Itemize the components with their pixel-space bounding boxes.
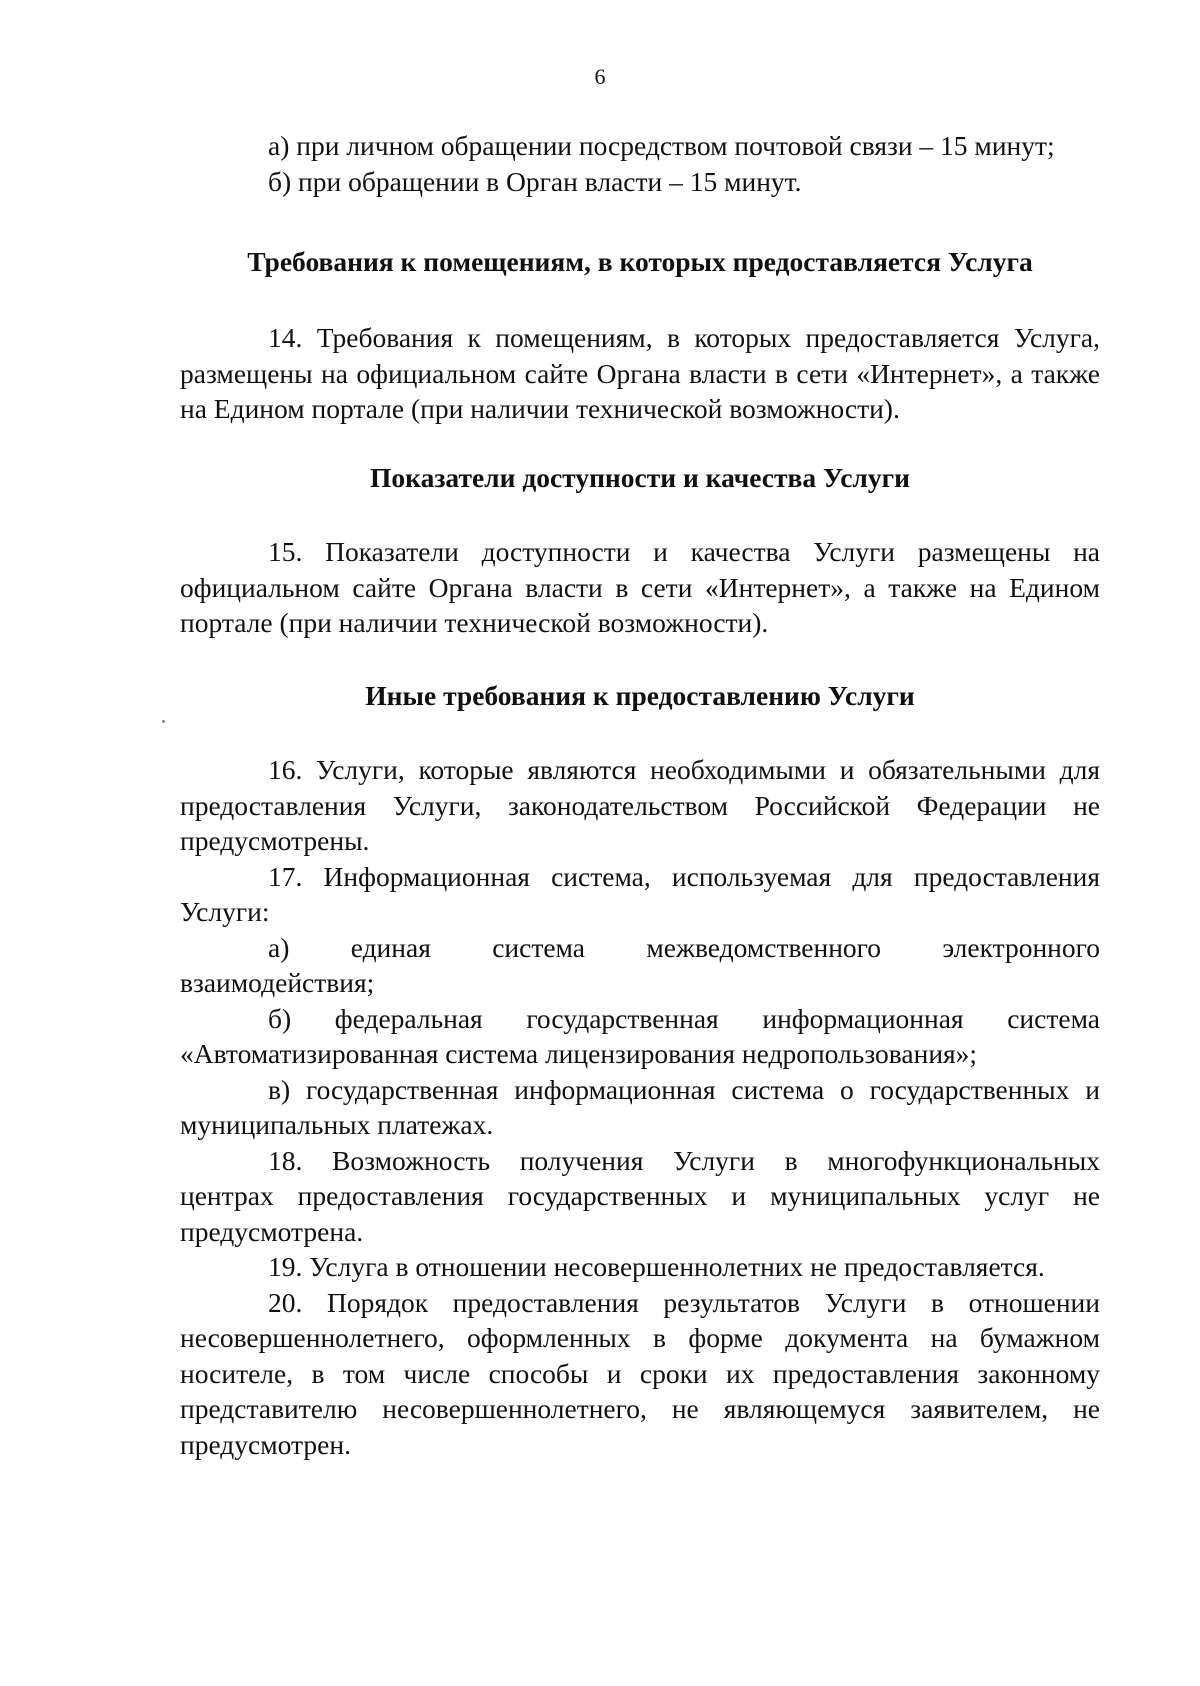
paragraph-17a-line: а) единая система межведомственного электронного: [268, 931, 1100, 963]
paragraph-18-line: 18. Возможность получения Услуги в многофункциональных: [268, 1144, 1100, 1176]
paragraph-20-line: носителе, в том числе способы и сроки их предоставления законному: [180, 1357, 1100, 1389]
paragraph-17-line: 17. Информационная система, используемая для предоставления: [268, 860, 1100, 892]
paragraph-14: [180, 320, 1100, 427]
paragraph-15-line: портале (при наличии технической возможности).: [180, 607, 769, 638]
section-heading-premises: Требования к помещениям, в которых предоставляется Услуга: [247, 246, 1033, 277]
intro-block: [180, 128, 1100, 199]
paragraph-20-line: 20. Порядок предоставления результатов Услуги в отношении: [268, 1286, 1100, 1318]
section-heading-other-requirements: Иные требования к предоставлению Услуги: [365, 680, 915, 711]
paragraph-20-line: несовершеннолетнего, оформленных в форме документа на бумажном: [180, 1322, 1100, 1353]
paragraph-15-line: официальном сайте Органа власти в сети «Интернет», а также на Едином: [180, 571, 1100, 603]
scan-speck: [162, 720, 165, 723]
paragraph-16-line: 16. Услуги, которые являются необходимыми и обязательными для: [268, 754, 1100, 785]
intro-line-a: а) при личном обращении посредством почтовой связи – 15 минут;: [268, 130, 1055, 161]
paragraph-17v-line: в) государственная информационная система о государственных и: [268, 1073, 1100, 1105]
paragraph-18-line: предусмотрена.: [180, 1215, 364, 1247]
paragraph-14-line: на Едином портале (при наличии технической возможности).: [180, 393, 900, 424]
paragraph-17-line: Услуги:: [180, 896, 270, 927]
paragraph-14-line: 14. Требования к помещениям, в которых предоставляется Услуга,: [268, 322, 1100, 353]
paragraph-19-line: 19. Услуга в отношении несовершеннолетних не предоставляется.: [268, 1251, 1045, 1282]
paragraph-16-line: предусмотрены.: [180, 825, 370, 856]
section3-body: [180, 752, 1100, 1462]
paragraph-17v-line: муниципальных платежах.: [180, 1109, 494, 1140]
section-heading-indicators: Показатели доступности и качества Услуги: [370, 462, 910, 493]
page-number: 6: [594, 64, 606, 89]
paragraph-17b-line: «Автоматизированная система лицензирования недропользования»;: [180, 1038, 978, 1069]
paragraph-20-line: представителю несовершеннолетнего, не являющемуся заявителем, не: [180, 1393, 1100, 1424]
paragraph-18-line: центрах предоставления государственных и муниципальных услуг не: [180, 1180, 1100, 1211]
paragraph-15: [180, 534, 1100, 641]
paragraph-17b-line: б) федеральная государственная информационная система: [268, 1002, 1100, 1034]
paragraph-14-line: размещены на официальном сайте Органа власти в сети «Интернет», а также: [180, 357, 1100, 389]
paragraph-20-line: предусмотрен.: [180, 1428, 351, 1460]
paragraph-17a-line: взаимодействия;: [180, 967, 375, 998]
paragraph-15-line: 15. Показатели доступности и качества Услуги размещены на: [268, 536, 1100, 567]
intro-line-b: б) при обращении в Орган власти – 15 минут.: [268, 165, 802, 197]
paragraph-16-line: предоставления Услуги, законодательством Российской Федерации не: [180, 789, 1100, 821]
